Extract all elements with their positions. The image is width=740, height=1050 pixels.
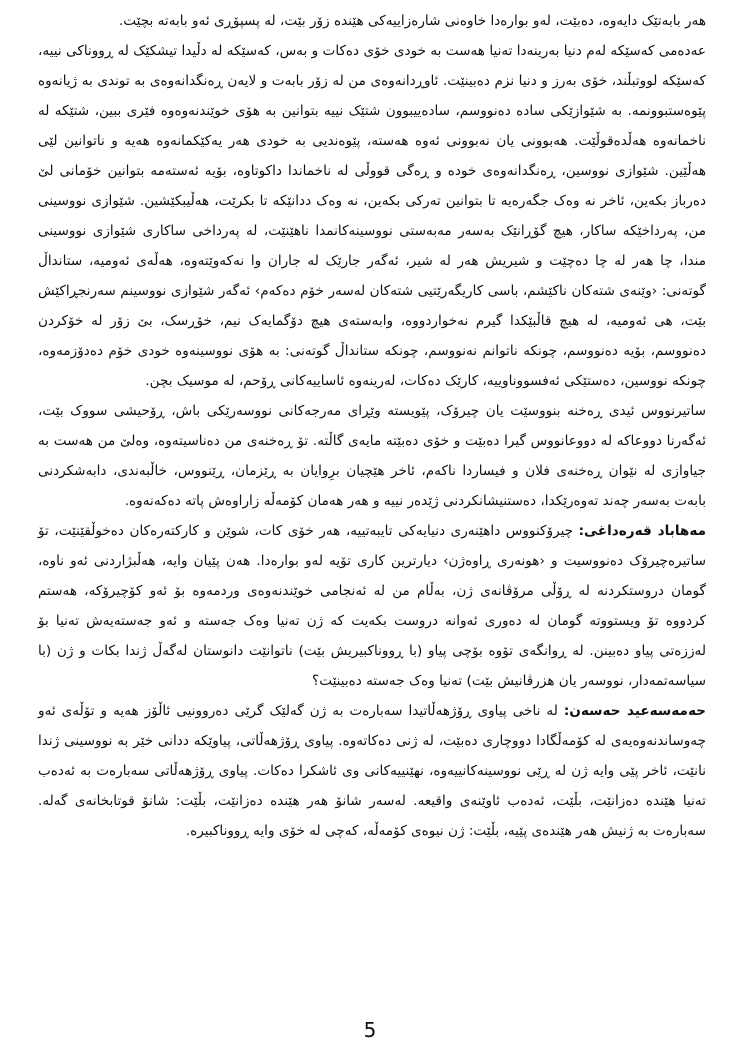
- paragraph-interviewer-question: [38, 516, 706, 696]
- speaker-name-interviewer: مەهاباد قەرەداغی:: [578, 523, 707, 539]
- paragraph-text: ساتیرنووس ئیدی ڕەخنە بنووسێت یان چیرۆک، پێویستە وێڕای مەرجەکانی نووسەرێکی باش، ڕۆحیشی سووک بێت، ئەگەرنا دووعاکە لە دووعانووس گیرا دەبێت و خۆی دەبێتە مایەی گاڵتە. تۆ ڕەخنەی من دەناسیتەوە، وەلێ من هەست بە جیاوازی لە نێوان ڕەخنەی فلان و فیساردا ناکەم، ئاخر هێچیان برِوایان بە ڕێزمان، ڕێنووس، خاڵبەندی، دابەشکردنی بابەت بەسەر چەند تەوەرێکدا، دەستنیشانکردنی ژێدەر نییە و هەر هەمان کۆمەڵە زاراوەش پاتە دەکەنەوە.: [38, 403, 706, 509]
- page-number: 5: [363, 1018, 377, 1042]
- paragraph-writing-style: [38, 36, 706, 396]
- paragraph-author-answer: [38, 696, 706, 846]
- paragraph-text: هەر بابەتێک دایەوە، دەبێت، لەو بوارەدا خاوەنی شارەزاییەکی هێندە زۆر بێت، لە پسپۆڕی ئەو بابەتە بچێت.: [118, 13, 706, 29]
- paragraph-intro-fragment: [38, 6, 706, 36]
- document-page: [38, 6, 706, 846]
- paragraph-text: چیرۆکنووس داهێنەری دنیایەکی تایبەتییە، هەر خۆی کات، شوێن و کارکتەرەکان دەخوڵقێنێت، تۆ ساتیرەچیرۆک دەنووسیت و ‹هونەری ڕاوەژن› دیارترین کاری تۆیە لەو بوارەدا. هەن پێیان وایە، هەڵبژاردنی ئەو ناوە، گومان دروستکردنە لە ڕۆڵی مرۆڤانەی ژن، بەڵام من لە ئەنجامی خوێندنەوەی وردمەوە بۆ ئەو کۆچیرۆکە، هەستم کردووە تۆ ویستووتە گومان لە دەوری ئەوانە دروست بکەیت کە ژن تەنیا وەک جەستە و ئەو جەستەیەش تەنیا بۆ لەززەتی پیاو دەبینن. لە ڕوانگەی تۆوە بۆچی پیاو (با ڕووناکبیریش بێت) ناتوانێت دانوستان لەگەڵ ژندا بکات و ژن (با سیاسەتمەدار، نووسەر یان هزرڤانیش بێت) تەنیا وەک جەستە دەبینێت؟: [38, 523, 706, 689]
- speaker-name-author: حەمەسەعید حەسەن:: [563, 703, 706, 719]
- paragraph-satire-critique: [38, 396, 706, 516]
- paragraph-text: لە ناخی پیاوی ڕۆژهەڵاتیدا سەبارەت بە ژن گەلێک گرێی دەروونیی ئاڵۆز هەیە و تۆڵەی ئەو چەوساندنەوەیەی لە کۆمەڵگادا دووچاری دەبێت، لە ژنی دەکاتەوە. پیاوی ڕۆژهەڵاتی، پیاوێکە ددانی خێر بە نووسینی ژندا نانێت، ئاخر پێی وایە ژن لە ڕێی نووسینەکانییەوە، نهێنییەکانی وی ئاشکرا دەکات. پیاوی ڕۆژهەڵاتی سەبارەت بە ئەدەب تەنیا هێندە دەزانێت، بڵێت، ئەدەب ئاوێنەی واقیعە. لەسەر شانۆ هەر هێندە دەزانێت، بڵێت: شانۆ قوتابخانەی گەلە. سەبارەت بە ژنیش هەر هێندەی پێیە، بڵێت: ژن نیوەی کۆمەڵە، کەچی لە خۆی وایە ڕووناکبیرە.: [38, 703, 706, 839]
- paragraph-text: عەدەمی کەسێکە لەم دنیا بەرینەدا تەنیا هەست بە خودی خۆی دەکات و بەس، کەسێکە لە دڵیدا تیشکێک لە ڕووناکی نییە، کەسێکە لووتبڵند، خۆی بەرز و دنیا نزم دەبینێت. ئاوڕدانەوەی من لە زۆر بابەت و لایەن ڕەنگدانەوەی بە توندی بە ژیانەوە پێوەستبوونمە. بە شێوازێکی سادە دەنووسم، سادەییبوون شتێک نییە بتوانین بە هۆی خوێندنەوەوە فێری ببین، شتێکە لە ناخمانەوە هەڵدەقوڵێت. هەبوونی یان نەبوونی ئەوە هەستە، پێوەندیی بە خودی هەر یەکێکمانەوە هەیە و ناتوانین لێی هەڵێین. شێوازی نووسین، ڕەنگدانەوەی خودە و ڕەگی قووڵی لە ناخماندا داکوتاوە، بۆیە ئەستەمە بتوانین خۆمانی لێ دەرباز بکەین، ئاخر نە وەک جگەرەیە تا بتوانین تەرکی بکەین، نە وەک ددانێکە تا بکرێت، هەڵیبکێشین. شێوازی نووسینی من، پەرداخێکە ساکار، هیچ گۆڕانێک بەسەر مەبەستی نووسینەکانمدا ناهێنێت، لە پەرداخی ساکاری شێوازی نووسینی مندا، چا هەر لە چا دەچێت و شیریش هەر لە شیر، ئەگەر جارێک لە جاران وا نەکەوێتەوە، هەڵەی ئەومیە، ستانداڵ گوتەنی: ‹وێنەی شتەکان ناکێشم، باسی کاریگەرێتیی شتەکان لەسەر خۆم دەکەم› ئەگەر شێوازی نووسینم سەرنجڕاکێش بێت، هی ئەومیە، لە هیچ قاڵبێکدا گیرم نەخواردووە، وابەستەی هیچ دۆگمایەک نیم، خۆڕسک، بێ زۆر لە خۆکردن دەنووسم، بۆیە دەنووسم، چونکە ناتوانم نەنووسم، چونکە ستانداڵ گوتەنی: بە هۆی نووسینەوە خودی خۆم دەدۆزمەوە، چونکە نووسین، دەستێکی ئەفسووناوییە، کارێک دەکات، لەرینەوە ئاساییەکانی ڕۆحم، لە موسیک بچن.: [38, 43, 706, 389]
